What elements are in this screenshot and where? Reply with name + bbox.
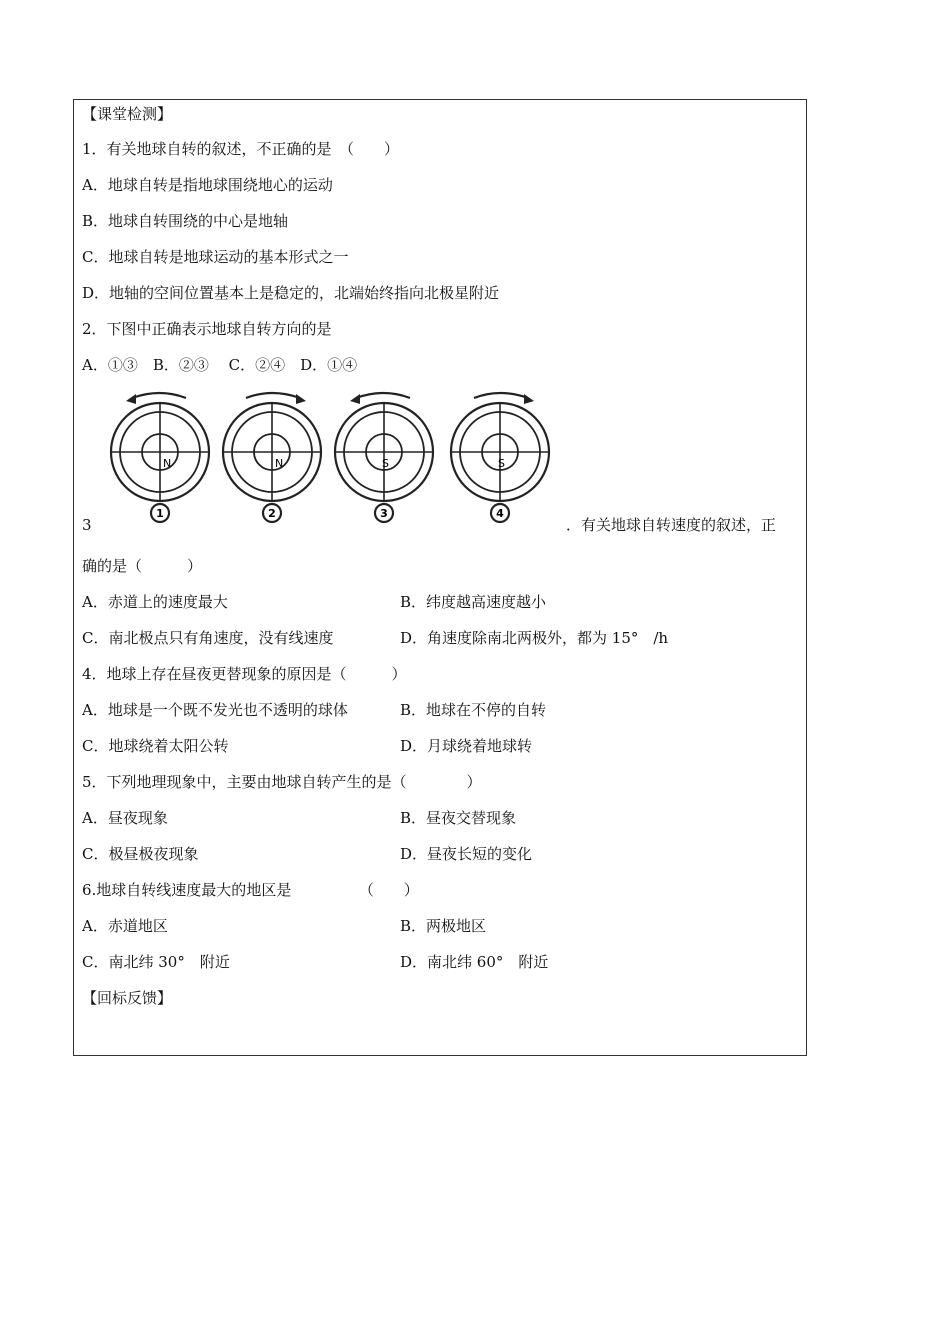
- section-heading-feedback: 【回标反馈】: [82, 989, 173, 1007]
- q3-option-c: C．南北极点只有角速度，没有线速度: [82, 629, 334, 647]
- q2-stem: 2．下图中正确表示地球自转方向的是: [82, 320, 332, 338]
- svg-text:1: 1: [156, 507, 164, 520]
- q6-option-c: C．南北纬 30° 附近: [82, 953, 230, 971]
- section-heading-check: 【课堂检测】: [82, 105, 173, 123]
- pole-label: S: [382, 457, 389, 470]
- q5-option-d: D．昼夜长短的变化: [400, 845, 533, 863]
- pole-label: N: [275, 457, 284, 470]
- q6-option-a: A．赤道地区: [82, 917, 168, 935]
- q5-option-b: B．昼夜交替现象: [400, 809, 517, 827]
- q3-option-d: D．角速度除南北两极外，都为 15° /h: [400, 629, 669, 647]
- q1-stem: 1．有关地球自转的叙述，不正确的是 （ ）: [82, 140, 400, 158]
- q3-option-b: B．纬度越高速度越小: [400, 593, 547, 611]
- svg-text:3: 3: [380, 507, 388, 520]
- q5-option-c: C．极昼极夜现象: [82, 845, 199, 863]
- q3-option-a: A．赤道上的速度最大: [82, 593, 228, 611]
- pole-label: N: [163, 457, 172, 470]
- q5-stem: 5．下列地理现象中，主要由地球自转产生的是（ ）: [82, 773, 482, 791]
- svg-text:4: 4: [496, 507, 504, 520]
- rotation-diagram-2: [218, 392, 330, 522]
- q3-stem: ．有关地球自转速度的叙述，正: [566, 516, 777, 534]
- q4-option-d: D．月球绕着地球转: [400, 737, 533, 755]
- svg-text:2: 2: [268, 507, 276, 520]
- q1-option-d: D．地轴的空间位置基本上是稳定的，北端始终指向北极星附近: [82, 284, 500, 302]
- q4-option-a: A．地球是一个既不发光也不透明的球体: [82, 701, 348, 719]
- q6-option-d: D．南北纬 60° 附近: [400, 953, 549, 971]
- rotation-diagram-4: [446, 392, 558, 522]
- q6-stem: 6.地球自转线速度最大的地区是 （ ）: [82, 881, 419, 899]
- q5-option-a: A．昼夜现象: [82, 809, 168, 827]
- q4-option-b: B．地球在不停的自转: [400, 701, 547, 719]
- q1-option-b: B．地球自转围绕的中心是地轴: [82, 212, 289, 230]
- q3-number: 3: [82, 516, 92, 534]
- q1-option-a: A．地球自转是指地球围绕地心的运动: [82, 176, 333, 194]
- rotation-diagram-3: [330, 392, 442, 522]
- rotation-diagram-1: [106, 392, 218, 522]
- q1-option-c: C．地球自转是地球运动的基本形式之一: [82, 248, 349, 266]
- q4-stem: 4．地球上存在昼夜更替现象的原因是（ ）: [82, 665, 407, 683]
- q3-stem-continued: 确的是（ ）: [82, 557, 203, 575]
- pole-label: S: [498, 457, 505, 470]
- q4-option-c: C．地球绕着太阳公转: [82, 737, 229, 755]
- q2-options: A．①③ B．②③ C．②④ D．①④: [82, 356, 358, 374]
- content-frame: [73, 99, 807, 1056]
- q6-option-b: B．两极地区: [400, 917, 487, 935]
